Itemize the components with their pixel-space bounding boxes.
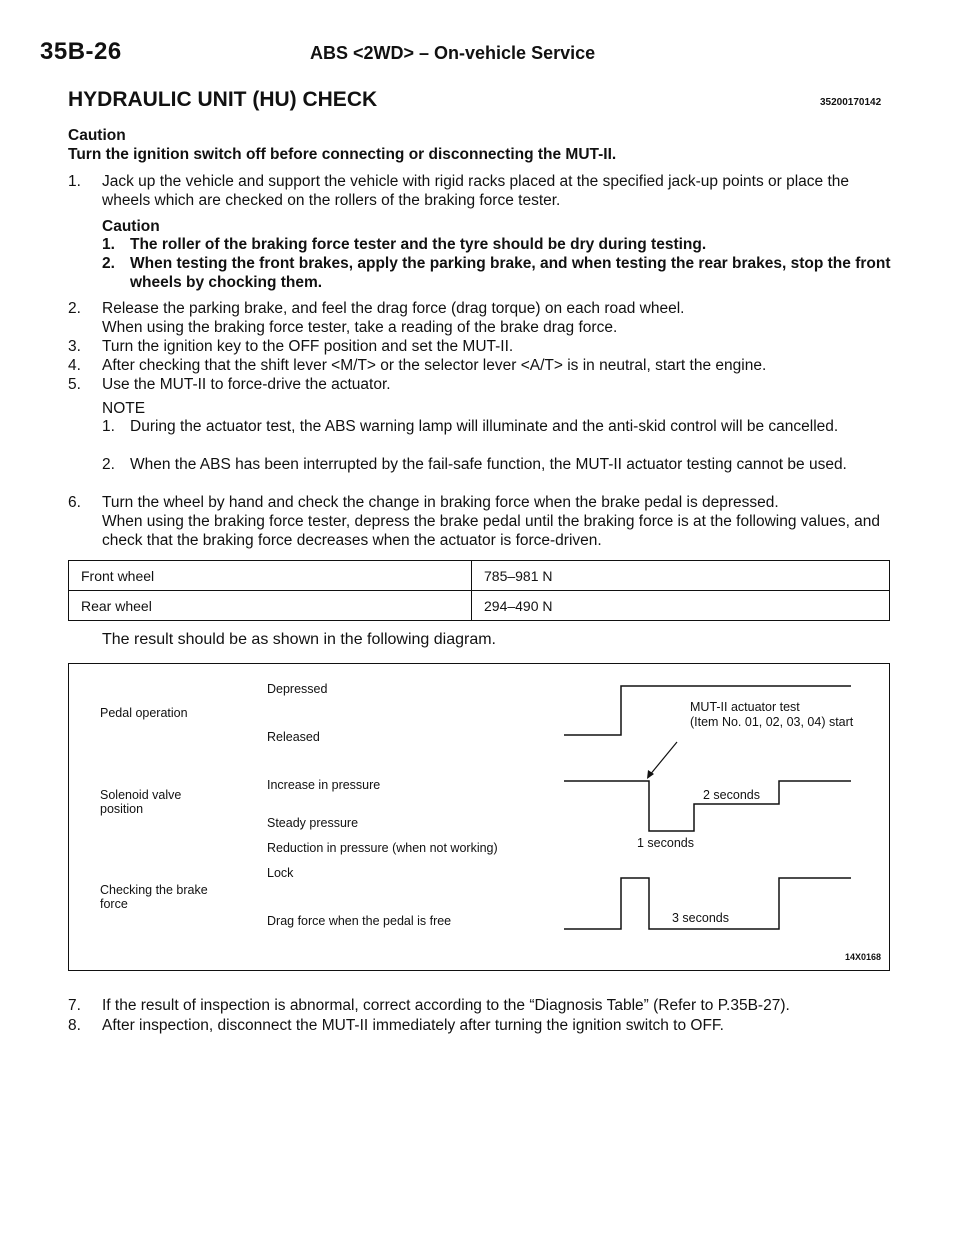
inner-caution-text: The roller of the braking force tester and the tyre should be dry during testing. [130,236,707,253]
page-number: 35B-26 [40,38,122,65]
duration-3-seconds: 3 seconds [672,911,729,925]
solenoid-state-steady: Steady pressure [267,816,359,830]
step-number: 6. [68,494,81,511]
caution-text: Turn the ignition switch off before connecting or disconnecting the MUT-II. [68,146,617,163]
step-text: Turn the wheel by hand and check the change in braking force when the brake pedal is depressed. [102,494,779,511]
duration-1-seconds: 1 seconds [637,836,694,850]
result-text: The result should be as shown in the following diagram. [102,631,496,648]
inner-caution-label: Caution [102,218,160,235]
section-title: HYDRAULIC UNIT (HU) CHECK [68,88,378,111]
step-text: After inspection, disconnect the MUT-II immediately after turning the ignition switch to OFF. [102,1017,724,1034]
note-text: During the actuator test, the ABS warning lamp will illuminate and the anti-skid control will be cancelled. [130,418,839,435]
step-text: If the result of inspection is abnormal, correct according to the “Diagnosis Table” (Refer to P.35B-27). [102,997,790,1014]
solenoid-valve-label: Solenoid valve position [100,788,182,816]
note-label: NOTE [102,400,146,417]
page-header-title: ABS <2WD> – On-vehicle Service [310,43,596,63]
step-number: 4. [68,357,81,374]
step-text-continued: When using the braking force tester, depress the brake pedal until the braking force is at the following values, and check that the braking force decreases when the actuator is force-driven. [102,513,881,549]
pedal-state-released: Released [267,730,320,744]
actuator-test-annotation: MUT-II actuator test [690,700,800,714]
inner-caution-number: 2. [102,255,115,272]
step-text: Turn the ignition key to the OFF position and set the MUT-II. [102,338,514,355]
step-number: 5. [68,376,81,393]
step-text: Use the MUT-II to force-drive the actuator. [102,376,391,393]
caution-label: Caution [68,127,126,144]
step-number: 3. [68,338,81,355]
table-cell-label: Front wheel [69,561,472,591]
pedal-state-depressed: Depressed [267,682,328,696]
inner-caution-number: 1. [102,236,115,253]
table-row [69,561,890,591]
brake-state-drag: Drag force when the pedal is free [267,914,452,928]
note-text: When the ABS has been interrupted by the fail-safe function, the MUT-II actuator testing cannot be used. [130,456,847,473]
section-code: 35200170142 [820,97,882,108]
timing-diagram [68,663,890,971]
figure-code: 14X0168 [844,952,881,962]
table-row [69,591,890,621]
solenoid-state-increase: Increase in pressure [267,778,381,792]
solenoid-state-reduction: Reduction in pressure (when not working) [267,841,498,855]
duration-2-seconds: 2 seconds [703,788,760,802]
table-cell-value: 785–981 N [472,561,890,591]
brake-state-lock: Lock [267,866,294,880]
step-text: Jack up the vehicle and support the vehicle with rigid racks placed at the specified jack-up points or place the wheels which are checked on the rollers of the braking force tester. [102,173,850,209]
step-text-continued: When using the braking force tester, take a reading of the brake drag force. [102,319,618,336]
note-number: 2. [102,456,115,473]
step-number: 7. [68,997,81,1014]
step-number: 2. [68,300,81,317]
step-number: 8. [68,1017,81,1034]
pedal-operation-label: Pedal operation [100,706,188,720]
brake-force-label: Checking the brake force [100,883,208,911]
step-text: Release the parking brake, and feel the drag force (drag torque) on each road wheel. [102,300,685,317]
step-text: After checking that the shift lever <M/T> or the selector lever <A/T> is in neutral, start the engine. [102,357,767,374]
step-number: 1. [68,173,81,190]
note-number: 1. [102,418,115,435]
table-cell-label: Rear wheel [69,591,472,621]
actuator-test-items: (Item No. 01, 02, 03, 04) start [690,715,854,729]
inner-caution-text: When testing the front brakes, apply the parking brake, and when testing the rear brakes, stop the front wheels by chocking them. [130,255,891,291]
table-cell-value: 294–490 N [472,591,890,621]
braking-force-table [68,560,890,621]
actuator-start-arrow [649,742,677,776]
